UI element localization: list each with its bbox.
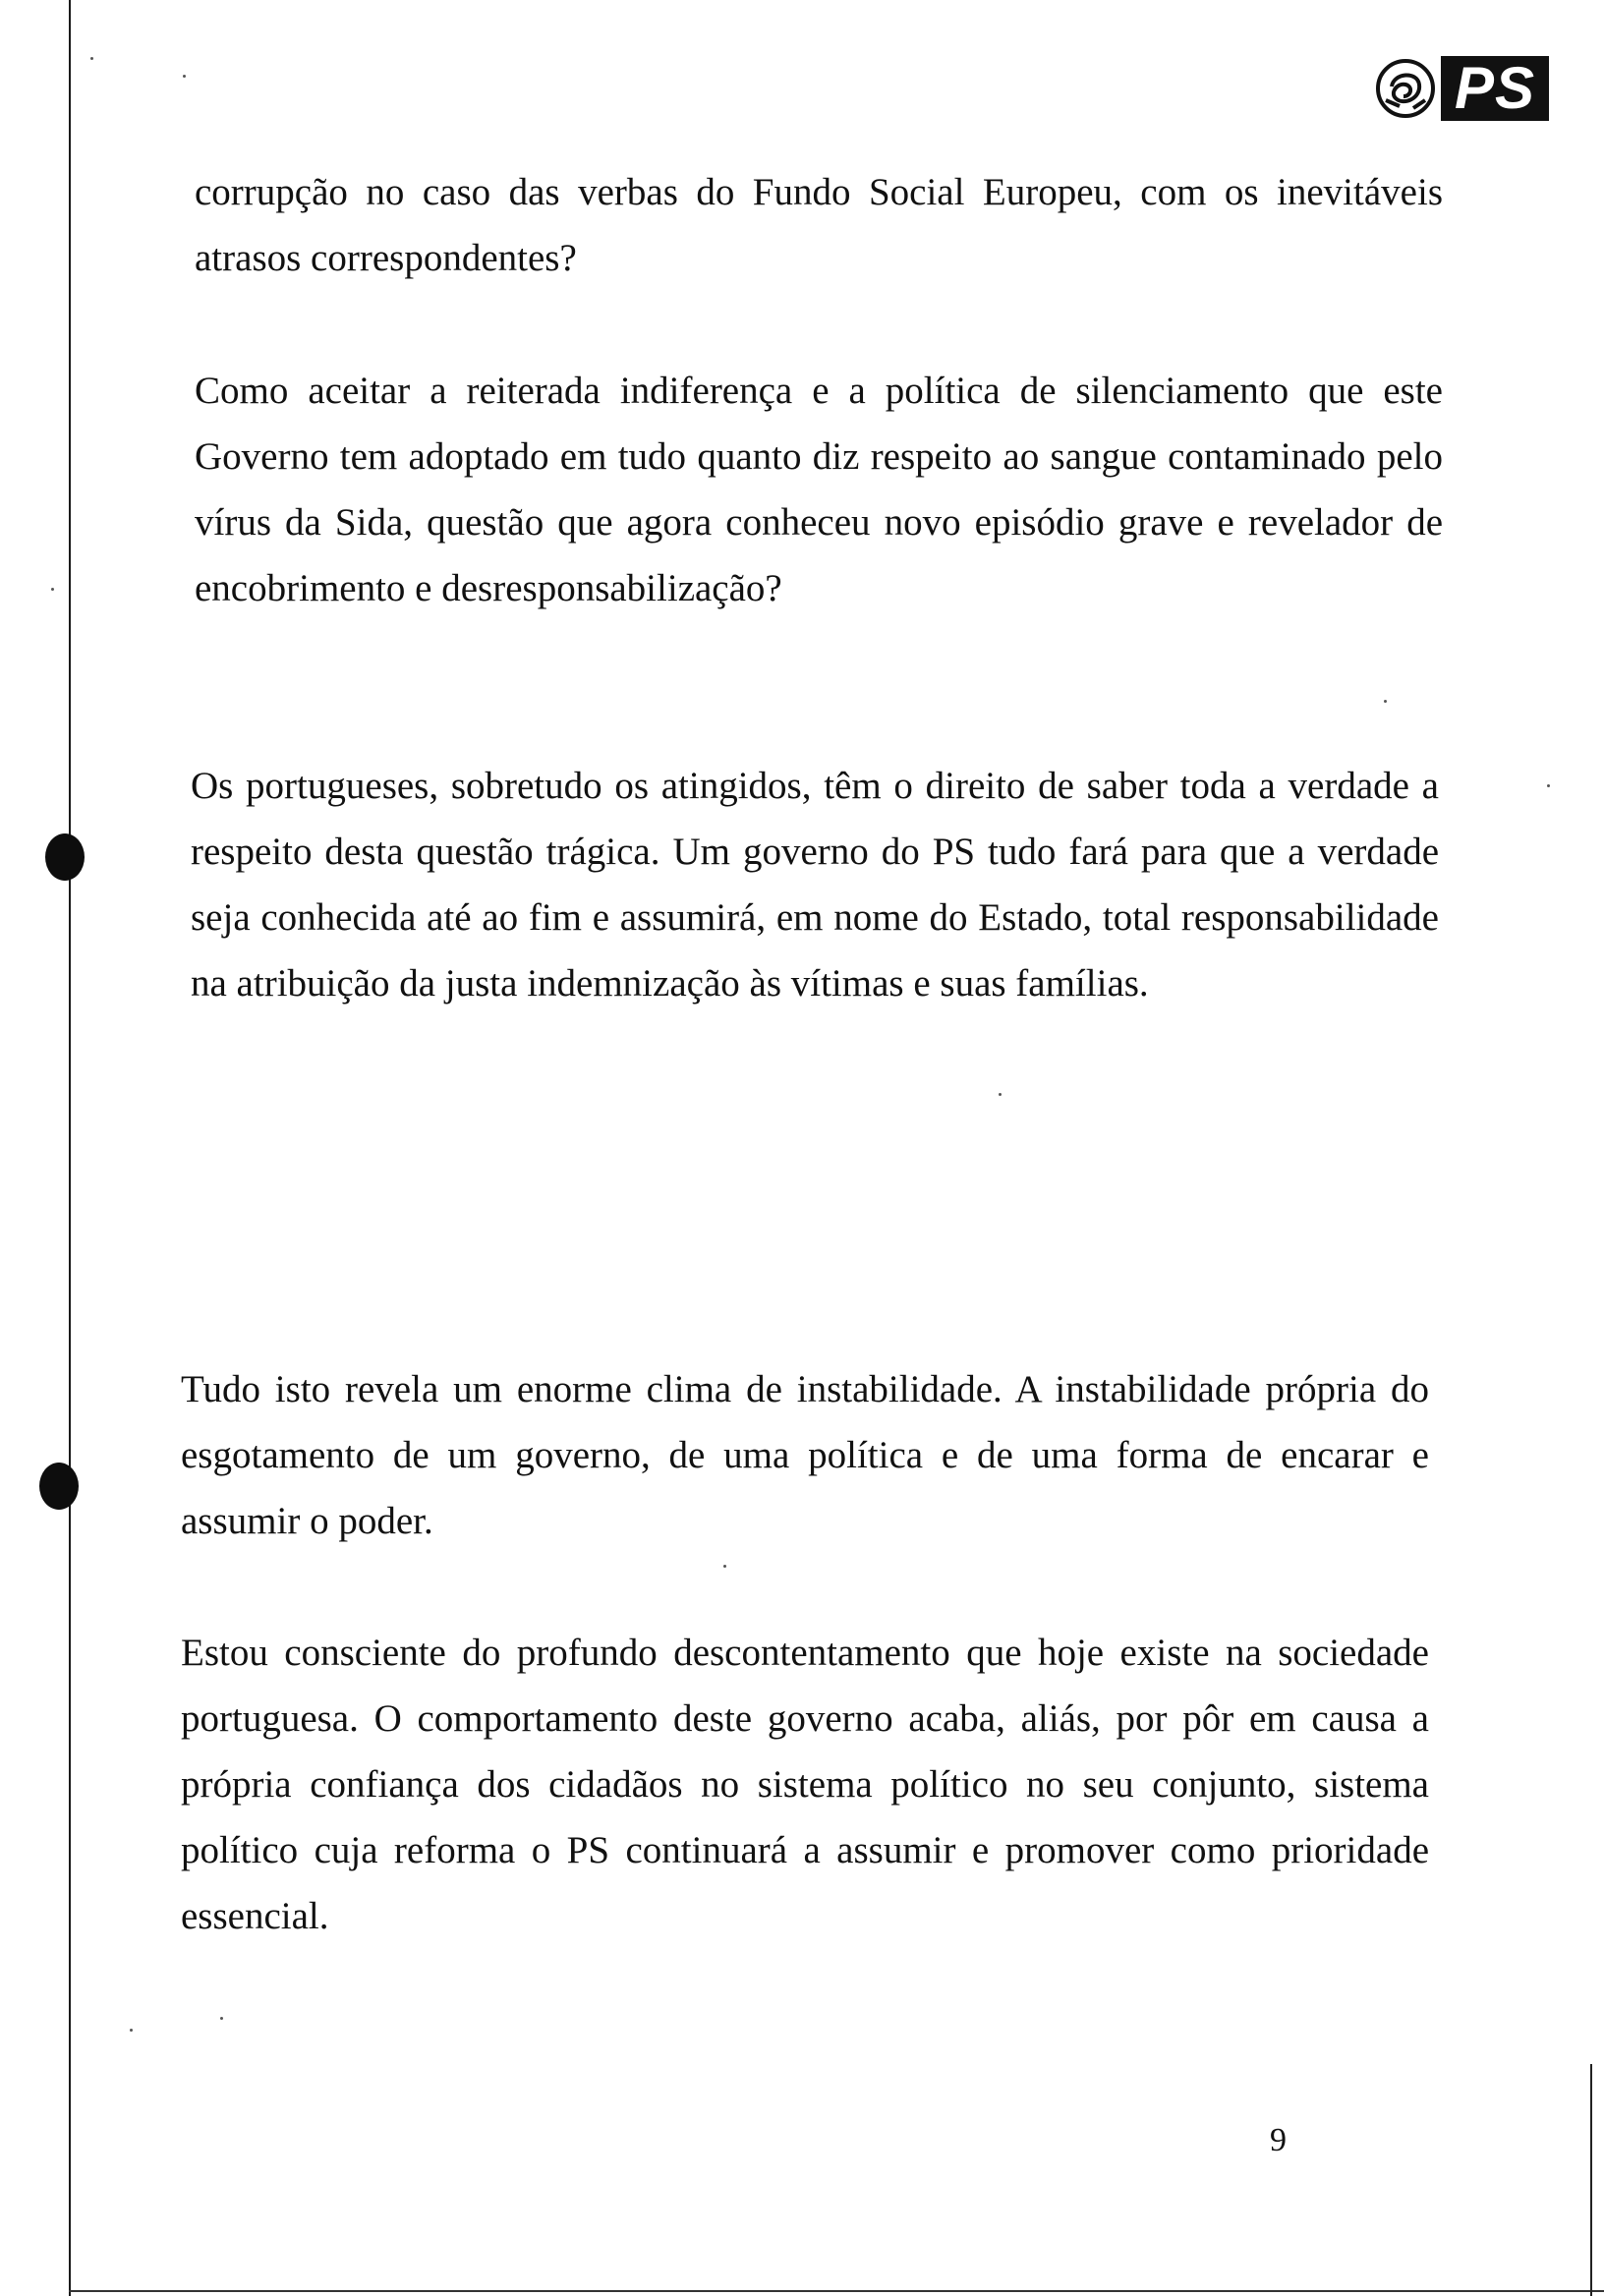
paragraph: corrupção no caso das verbas do Fundo Social Europeu, com os inevitáveis atrasos correspondentes?	[195, 171, 1443, 279]
punch-hole	[45, 833, 85, 881]
scan-speck	[51, 588, 54, 591]
scan-speck	[723, 1565, 726, 1568]
scan-speck	[220, 2017, 223, 2020]
binding-margin-line	[69, 0, 71, 2296]
ps-logo-text: PS	[1454, 55, 1536, 121]
paragraph: Tudo isto revela um enorme clima de instabilidade. A instabilidade própria do esgotamento de um governo, de uma política e de uma forma de encarar e assumir o poder.	[181, 1368, 1429, 1542]
scan-speck	[183, 75, 186, 78]
scan-speck	[90, 57, 93, 60]
scan-speck	[1547, 784, 1550, 787]
bottom-edge-line	[69, 2290, 1604, 2292]
scan-speck	[1384, 700, 1387, 703]
rose-icon	[1374, 57, 1437, 120]
ps-logo	[1374, 55, 1549, 122]
paragraph: Estou consciente do profundo descontentamento que hoje existe na sociedade portuguesa. O comportamento deste governo acaba, aliás, por pôr em causa a própria confiança dos cidadãos no sistema político no seu conjunto, sistema político cuja reforma o PS continuará a assumir e promover como prioridade essencial.	[181, 1632, 1429, 1937]
scan-speck	[130, 2029, 133, 2032]
paragraph: Como aceitar a reiterada indiferença e a política de silenciamento que este Governo tem adoptado em tudo quanto diz respeito ao sangue contaminado pelo vírus da Sida, questão que agora conheceu novo episódio grave e revelador de encobrimento e desresponsabilização?	[195, 370, 1443, 609]
page-number: 9	[1270, 2122, 1287, 2158]
scan-speck	[999, 1093, 1002, 1096]
paragraph: Os portugueses, sobretudo os atingidos, têm o direito de saber toda a verdade a respeito desta questão trágica. Um governo do PS tudo fará para que a verdade seja conhecida até ao fim e assumirá, em nome do Estado, total responsabilidade na atribuição da justa indemnização às vítimas e suas famílias.	[191, 765, 1439, 1004]
ps-logo-box	[1441, 56, 1549, 121]
right-edge-line	[1590, 2064, 1592, 2296]
punch-hole	[39, 1463, 79, 1510]
